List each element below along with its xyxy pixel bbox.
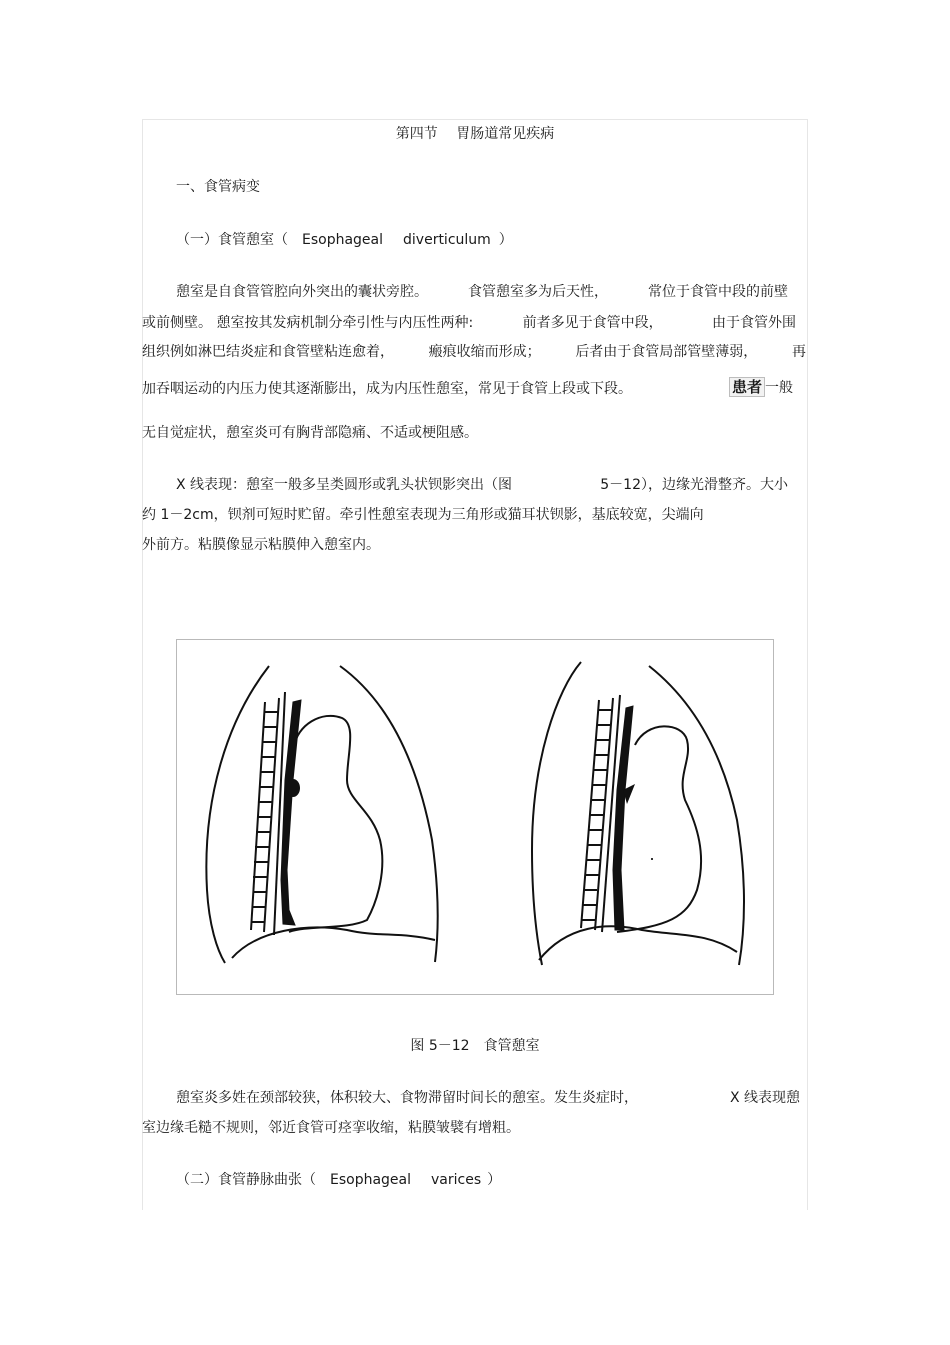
figure-right-panel [532,662,744,965]
right-lung-outline-left [532,662,581,965]
para2-line1-seg1: X 线表现：憩室一般多呈类圆形或乳头状钡影突出（图 [176,477,513,493]
subheading2-suffix: ） [487,1172,502,1188]
para3-line1-seg1: 憩室炎多姓在颈部较狭，体积较大、食物滞留时间长的憩室。发生炎症时， [176,1090,638,1106]
para3-line1 [176,1088,800,1108]
left-spine-line-b [264,698,279,932]
subheading2-en-2: varices [431,1172,482,1188]
right-lung-outline-right [649,666,744,965]
subheading-en-2: diverticulum [403,232,491,248]
para2-line1 [176,475,788,495]
subheading2-en-1: Esophageal [330,1172,412,1188]
subheading-varices [176,1170,501,1190]
left-diverticulum-pouch [286,779,300,797]
left-diaphragm [232,927,435,958]
subheading-diverticulum [176,230,513,250]
para1-line1-seg2: 食管憩室多为后天性， [468,284,608,300]
para1-line4-tail: 一般 [765,380,794,396]
right-speck [651,858,653,860]
para1-line3-seg1: 组织例如淋巴结炎症和食管壁粘连愈着， [142,344,394,360]
left-lung-outline-right [340,666,438,962]
para2-line3: 外前方。粘膜像显示粘膜伸入憩室内。 [142,537,380,553]
para1-line4-text: 加吞咽运动的内压力使其逐渐膨出，成为内压性憩室，常见于食管上段或下段。 [142,381,632,397]
section-title: 第四节 胃肠道常见疾病 [395,126,555,142]
subheading-en-1: Esophageal [302,232,384,248]
subheading-prefix: （一）食管憩室（ [176,232,288,248]
patient-stamp: 患者 [729,377,765,397]
para1-line4-stamp-group [729,377,793,398]
figure-left-panel [206,666,437,963]
figure-caption: 图 5－12 食管憩室 [410,1038,540,1054]
para1-line1 [176,282,788,302]
left-spine-ladder [252,712,278,922]
subheading-suffix: ） [498,232,513,248]
para1-line2-seg2: 前者多见于食管中段， [522,315,663,331]
para2-line2: 约 1－2cm，钡剂可短时贮留。牵引性憩室表现为三角形或猫耳状钡影，基底较宽，尖端向 [142,507,704,523]
para1-line3-seg2: 瘢痕收缩而形成； [428,344,541,360]
para1-line1-seg3: 常位于食管中段的前壁 [648,284,788,300]
para1-line2-seg1: 或前侧壁。 憩室按其发病机制分牵引性与内压性两种: [142,315,474,331]
heading-esophageal-lesions: 一、食管病变 [176,179,260,195]
right-diaphragm [539,926,737,960]
para3-line1-seg2: X 线表现憩 [729,1090,800,1106]
left-lung-outline-left [206,666,269,963]
para1-line3-seg3: 后者由于食管局部管壁薄弱， [575,344,758,360]
left-heart [289,716,382,932]
right-heart [617,726,701,932]
para3-line2: 室边缘毛糙不规则，邻近食管可痉挛收缩，粘膜皱襞有增粗。 [142,1120,520,1136]
para1-line3-seg4: 再 [791,344,806,360]
subheading2-prefix: （二）食管静脉曲张（ [176,1172,316,1188]
right-spine-ladder [582,710,612,920]
para1-line2 [142,313,796,333]
para1-line1-seg1: 憩室是自食管管腔向外突出的囊状旁腔。 [176,284,428,300]
para2-line1-seg2: 5－12），边缘光滑整齐。大小 [600,477,788,493]
para1-line5: 无自觉症状，憩室炎可有胸背部隐痛、不适或梗阻感。 [142,425,478,441]
para1-line3 [142,342,806,362]
para1-line4 [142,379,632,399]
para1-line2-seg3: 由于食管外围 [711,315,796,331]
figure-diverticulum [176,639,774,995]
